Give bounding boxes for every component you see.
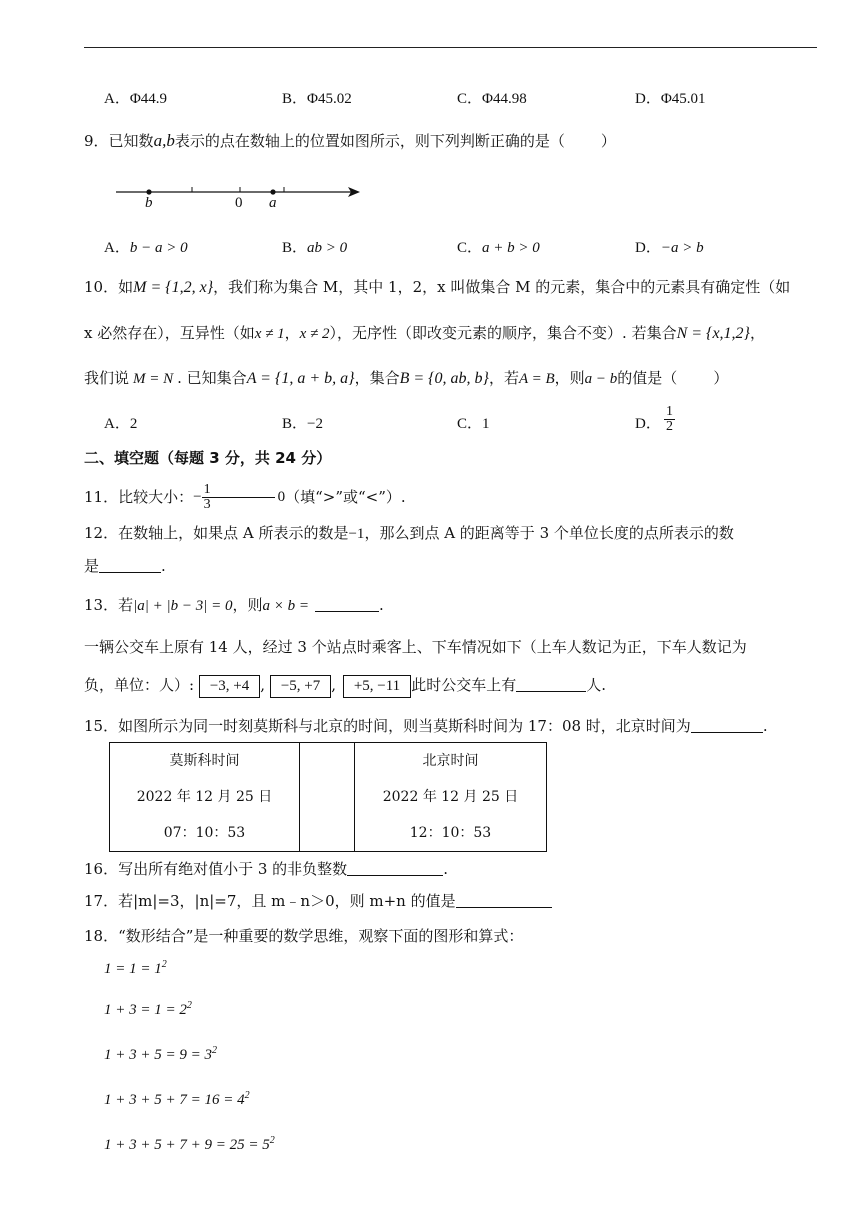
moscow-time-cell: 莫斯科时间 2022 年 12 月 25 日 07：10：53 (110, 743, 300, 852)
q17: 17．若|m|=3，|n|=7，且 m﹣n＞0，则 m+n 的值是 (84, 894, 552, 909)
q16-answer-blank[interactable] (347, 875, 443, 876)
time-table (109, 742, 547, 852)
station-box-3: +5, −11 (343, 675, 411, 698)
section-title: 二、填空题（每题 3 分，共 24 分） (84, 449, 332, 467)
option-d: D．Φ45.01 (635, 91, 706, 107)
axis-label-a: a (269, 195, 277, 211)
q14-answer-blank[interactable] (516, 691, 586, 692)
fraction-one-third: $\frac{1}{3}$ (203, 482, 211, 512)
q16: 16．写出所有绝对值小于 3 的非负整数 . (84, 860, 448, 878)
spacer-cell (300, 743, 355, 852)
q15-answer-blank[interactable] (691, 732, 763, 733)
option-c: C．a + b > 0 (457, 240, 540, 256)
q17-answer-blank[interactable] (456, 907, 552, 908)
option-d: D． (635, 416, 661, 432)
option-a: A．b − a > 0 (104, 240, 188, 256)
q15: 15．如图所示为同一时刻莫斯科与北京的时间，则当莫斯科时间为 17：08 时，北京时间为 . (84, 717, 768, 735)
q10-line3: 我们说 M = N . 已知集合A = {1, a + b, a}，集合B = {0, ab, b}，若A = B，则a − b的值是（ ） (84, 369, 729, 387)
q18: 18．“数形结合”是一种重要的数学思维，观察下面的图形和算式： (84, 927, 524, 945)
q14-line1: 一辆公交车上原有 14 人，经过 3 个站点时乘客上、下车情况如下（上车人数记为正，下车人数记为 (84, 638, 747, 656)
q10-line2: x 必然存在），互异性（如x ≠ 1，x ≠ 2），无序性（即改变元素的顺序，集合不变）. 若集合N = {x,1,2}， (84, 324, 765, 342)
option-b: B．ab > 0 (282, 240, 348, 256)
q12-line2: 是 . (84, 557, 166, 575)
equation-row: $1 = 1 = 1^2$ (104, 959, 167, 977)
point-b (146, 189, 151, 194)
equation-row: $1 + 3 + 5 + 7 + 9 = 25 = 5^2$ (104, 1135, 275, 1153)
option-c: C．Φ44.98 (457, 91, 527, 107)
option-b: B．Φ45.02 (282, 91, 352, 107)
equation-row: $1 + 3 + 5 + 7 = 16 = 4^2$ (104, 1090, 250, 1108)
q10-line1: 10．如M = {1,2, x}，我们称为集合 M，其中 1，2，x 叫做集合 M 的元素，集合中的元素具有确定性（如 (84, 278, 791, 296)
q13-answer-blank[interactable] (315, 611, 379, 612)
q12-line1: 12．在数轴上，如果点 A 所表示的数是−1，那么到点 A 的距离等于 3 个单位长度的点所表示的数 (84, 524, 734, 542)
axis-label-zero: 0 (235, 195, 243, 211)
q11: 11．比较大小：− $\frac{1}{3}$ 0（填“>”或“<”）. (84, 482, 406, 512)
point-a (270, 189, 275, 194)
station-box-1: −3, +4 (199, 675, 260, 698)
beijing-time-cell: 北京时间 2022 年 12 月 25 日 12：10：53 (355, 743, 547, 852)
equation-row: $1 + 3 = 1 = 2^2$ (104, 1000, 192, 1018)
q11-answer-blank[interactable] (213, 497, 275, 498)
equation-row: $1 + 3 + 5 = 9 = 3^2$ (104, 1045, 217, 1063)
q13: 13．若|a| + |b − 3| = 0，则a × b = . (84, 596, 384, 614)
header-rule (84, 47, 817, 48)
option-b: B．−2 (282, 416, 323, 432)
option-d: D．−a > b (635, 240, 704, 256)
q9-stem: 9．已知数a,b表示的点在数轴上的位置如图所示，则下列判断正确的是（ ） (84, 131, 616, 150)
station-box-2: −5, +7 (270, 675, 331, 698)
option-d-fraction: $\frac{1}{2}$ (666, 404, 673, 434)
option-a: A．Φ44.9 (104, 91, 168, 107)
q14-line2: 负，单位：人）: −3, +4 , −5, +7 , +5, −11 此时公交车上有 人. (84, 675, 606, 698)
option-a: A．2 (104, 416, 138, 432)
axis-label-b: b (145, 195, 153, 211)
q12-answer-blank[interactable] (99, 572, 161, 573)
option-c: C．1 (457, 416, 490, 432)
